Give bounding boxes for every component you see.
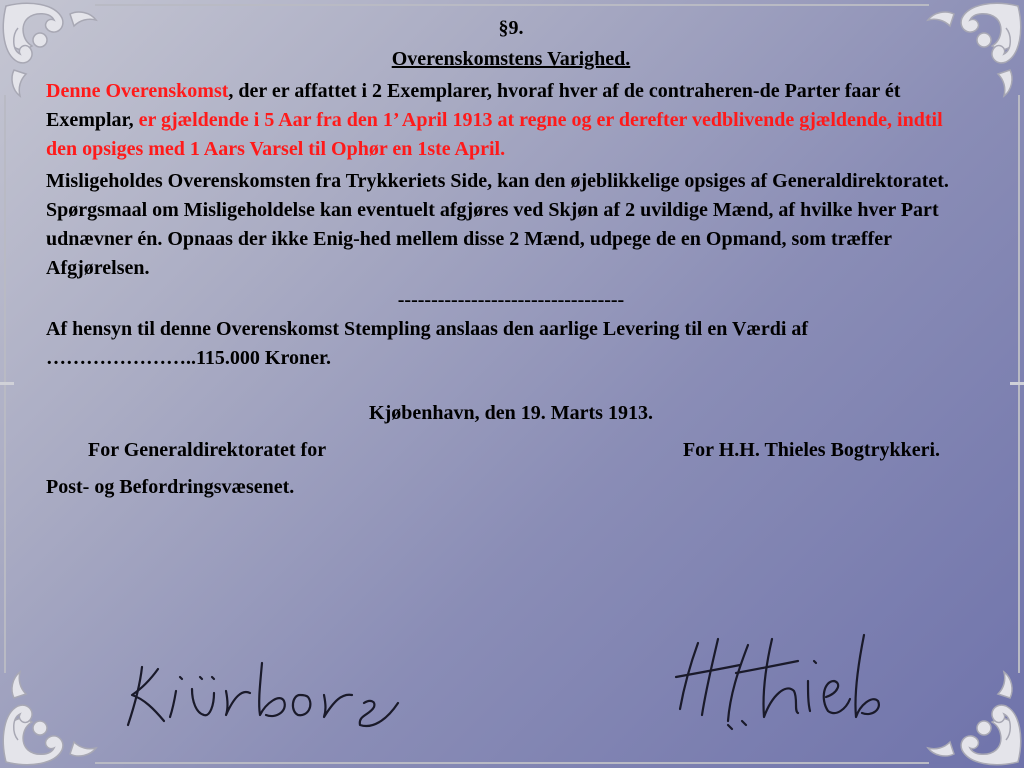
paragraph-duration (46, 77, 976, 164)
frame-bottom-border (95, 762, 929, 764)
signatory-row (46, 436, 976, 465)
left-party-line2: Post- og Befordringsvæsenet. (46, 476, 295, 498)
left-party: For Generaldirektoratet for (88, 439, 327, 461)
document-body (46, 14, 976, 502)
frame-top-border (95, 4, 929, 6)
paragraph-breach: Misligeholdes Overenskomsten fra Trykkeriets Side, kan den øjeblikkelige opsiges af Generaldirektoratet. Spørgsmaal om Misligeholdelse kan eventuelt afgjøres ved Skjøn af 2 uvildige Mænd, af hvilke hver Part udnævner én. Opnaas der ikke Enig-hed mellem disse 2 Mænd, udpege de en Opmand, som træffer Afgjørelsen. (46, 170, 949, 279)
paragraph-value: Af hensyn til denne Overenskomst Stempling anslaas den aarlige Levering til en Værdi af …………………..115.000 Kroner. (46, 318, 809, 369)
frame-left-tick (0, 382, 14, 385)
divider-line: ---------------------------------- (397, 289, 625, 311)
ornament-corner-icon (0, 668, 100, 768)
ornament-corner-icon (924, 668, 1024, 768)
paragraph-middle: , der er affattet i 2 Exemplarer, hvoraf hver af de contraheren-de Parter faar ét Exemplar, (46, 80, 901, 131)
handwritten-signature-right (668, 625, 888, 735)
paragraph-red-end: er gjældende i 5 Aar fra den 1’ April 1913 at regne og er derefter vedblivende gjældende, indtil den opsiges med 1 Aars Varsel til Ophør en 1ste April. (46, 109, 943, 160)
handwritten-signature-left (120, 655, 400, 735)
document-title: Overenskomstens Varighed. (391, 48, 631, 70)
paragraph-red-start: Denne Overenskomst (46, 80, 229, 102)
right-party: For H.H. Thieles Bogtrykkeri. (682, 439, 940, 461)
section-number: §9. (498, 17, 524, 39)
frame-right-tick (1010, 382, 1024, 385)
place-date: Kjøbenhavn, den 19. Marts 1913. (369, 402, 653, 424)
